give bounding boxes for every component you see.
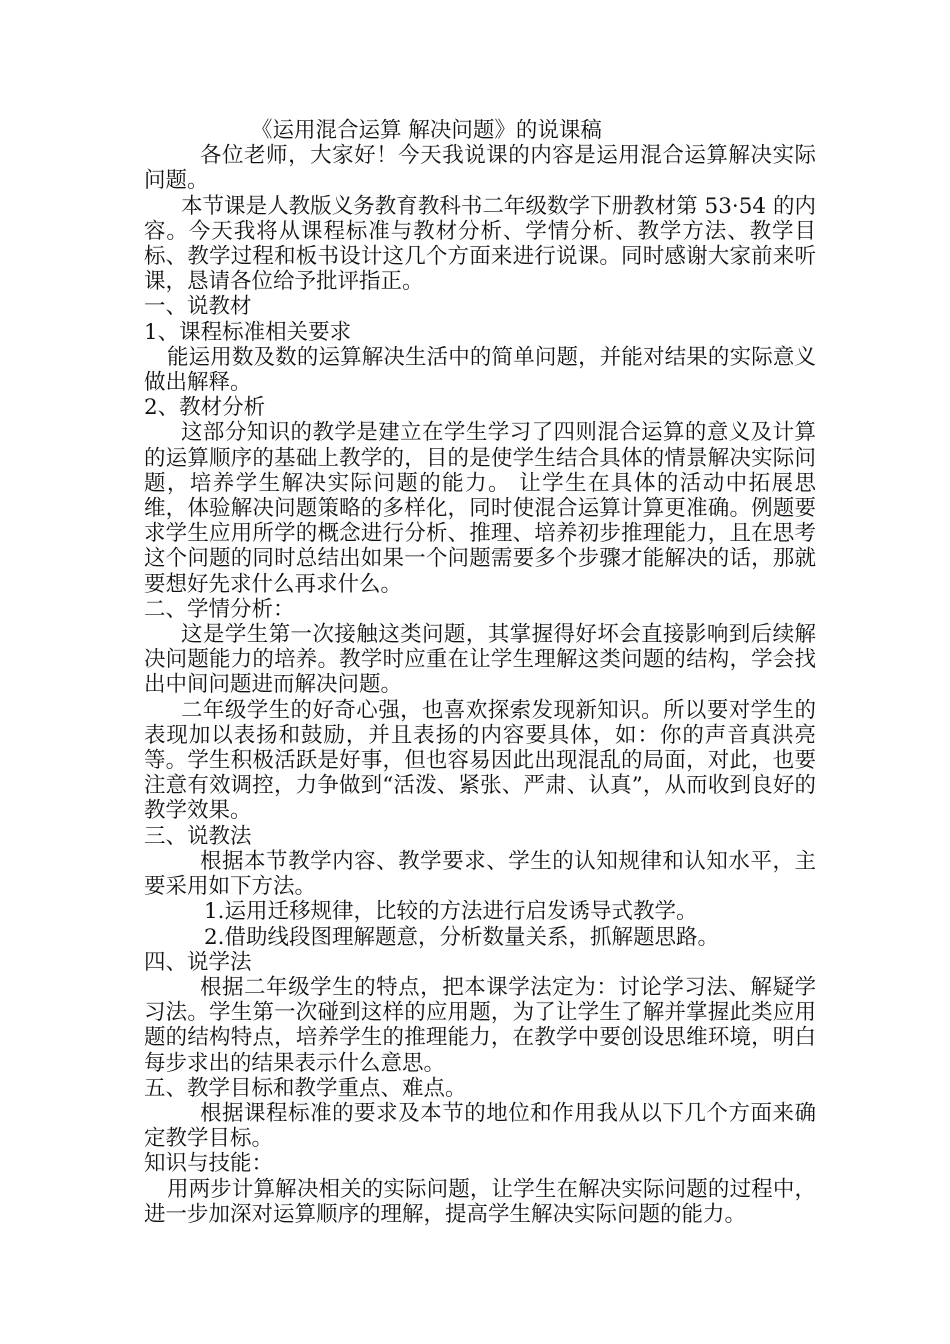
greeting-paragraph: 各位老师，大家好！今天我说课的内容是运用混合运算解决实际问题。	[144, 143, 816, 194]
teaching-method-item-1: 1.运用迁移规律，比较的方法进行启发诱导式教学。	[204, 899, 698, 925]
section-heading-teaching-goals: 五、教学目标和教学重点、难点。	[144, 1075, 467, 1101]
subheading-textbook-analysis: 2、教材分析	[144, 395, 266, 421]
document-title: 《运用混合运算 解决问题》的说课稿	[251, 118, 602, 143]
student-analysis-paragraph-1: 这是学生第一次接触这类问题，其掌握得好坏会直接影响到后续解决问题能力的培养。教学时应重在让学生理解这类问题的结构，学会找出中间问题进而解决问题。	[144, 622, 816, 698]
section-heading-teaching-method: 三、说教法	[144, 823, 252, 849]
subheading-knowledge-skills: 知识与技能：	[144, 1151, 274, 1177]
section-heading-textbook: 一、说教材	[144, 294, 252, 320]
knowledge-skills-paragraph: 用两步计算解决相关的实际问题，让学生在解决实际问题的过程中，进一步加深对运算顺序的理解，提高学生解决实际问题的能力。	[144, 1176, 816, 1227]
teaching-goals-paragraph: 根据课程标准的要求及本节的地位和作用我从以下几个方面来确定教学目标。	[144, 1100, 816, 1152]
student-analysis-paragraph-2: 二年级学生的好奇心强，也喜欢探索发现新知识。所以要对学生的表现加以表扬和鼓励，并且表扬的内容要具体，如：你的声音真洪亮等。学生积极活跃是好事，但也容易因此出现混乱的局面，对此，也要注意有效调控，力争做到“活泼、紧张、严肃、认真”，从而收到良好的教学效果。	[144, 697, 816, 824]
document-page	[144, 118, 816, 1227]
teaching-method-paragraph: 根据本节教学内容、教学要求、学生的认知规律和认知水平，主要采用如下方法。	[144, 848, 816, 900]
teaching-method-item-2: 2.借助线段图理解题意，分析数量关系，抓解题思路。	[204, 924, 720, 950]
textbook-analysis-paragraph: 这部分知识的教学是建立在学生学习了四则混合运算的意义及计算的运算顺序的基础上教学的，目的是使学生结合具体的情景解决实际问题，培养学生解决实际问题的能力。 让学生在具体的活动中拓展思维，体验解决问题策略的多样化，同时使混合运算计算更准确。例题要求学生应用所学的概念进行分析、推理、培养初步推理能力，且在思考这个问题的同时总结出如果一个问题需要多个步骤才能解决的话，那就要想好先求什么再求什么。	[144, 420, 816, 597]
section-heading-learning-method: 四、说学法	[144, 949, 252, 975]
subheading-curriculum-standard: 1、课程标准相关要求	[144, 319, 352, 345]
section-heading-student-analysis: 二、学情分析：	[144, 596, 295, 622]
learning-method-paragraph: 根据二年级学生的特点，把本课学法定为：讨论学习法、解疑学习法。学生第一次碰到这样的应用题，为了让学生了解并掌握此类应用题的结构特点，培养学生的推理能力，在教学中要创设思维环境，明白每步求出的结果表示什么意思。	[144, 974, 816, 1076]
intro-paragraph: 本节课是人教版义务教育教科书二年级数学下册教材第 53·54 的内容。今天我将从课程标准与教材分析、学情分析、教学方法、教学目标、教学过程和板书设计这几个方面来进行说课。同时感谢大家前来听课，恳请各位给予批评指正。	[144, 193, 816, 295]
curriculum-standard-paragraph: 能运用数及数的运算解决生活中的简单问题，并能对结果的实际意义做出解释。	[144, 344, 816, 396]
